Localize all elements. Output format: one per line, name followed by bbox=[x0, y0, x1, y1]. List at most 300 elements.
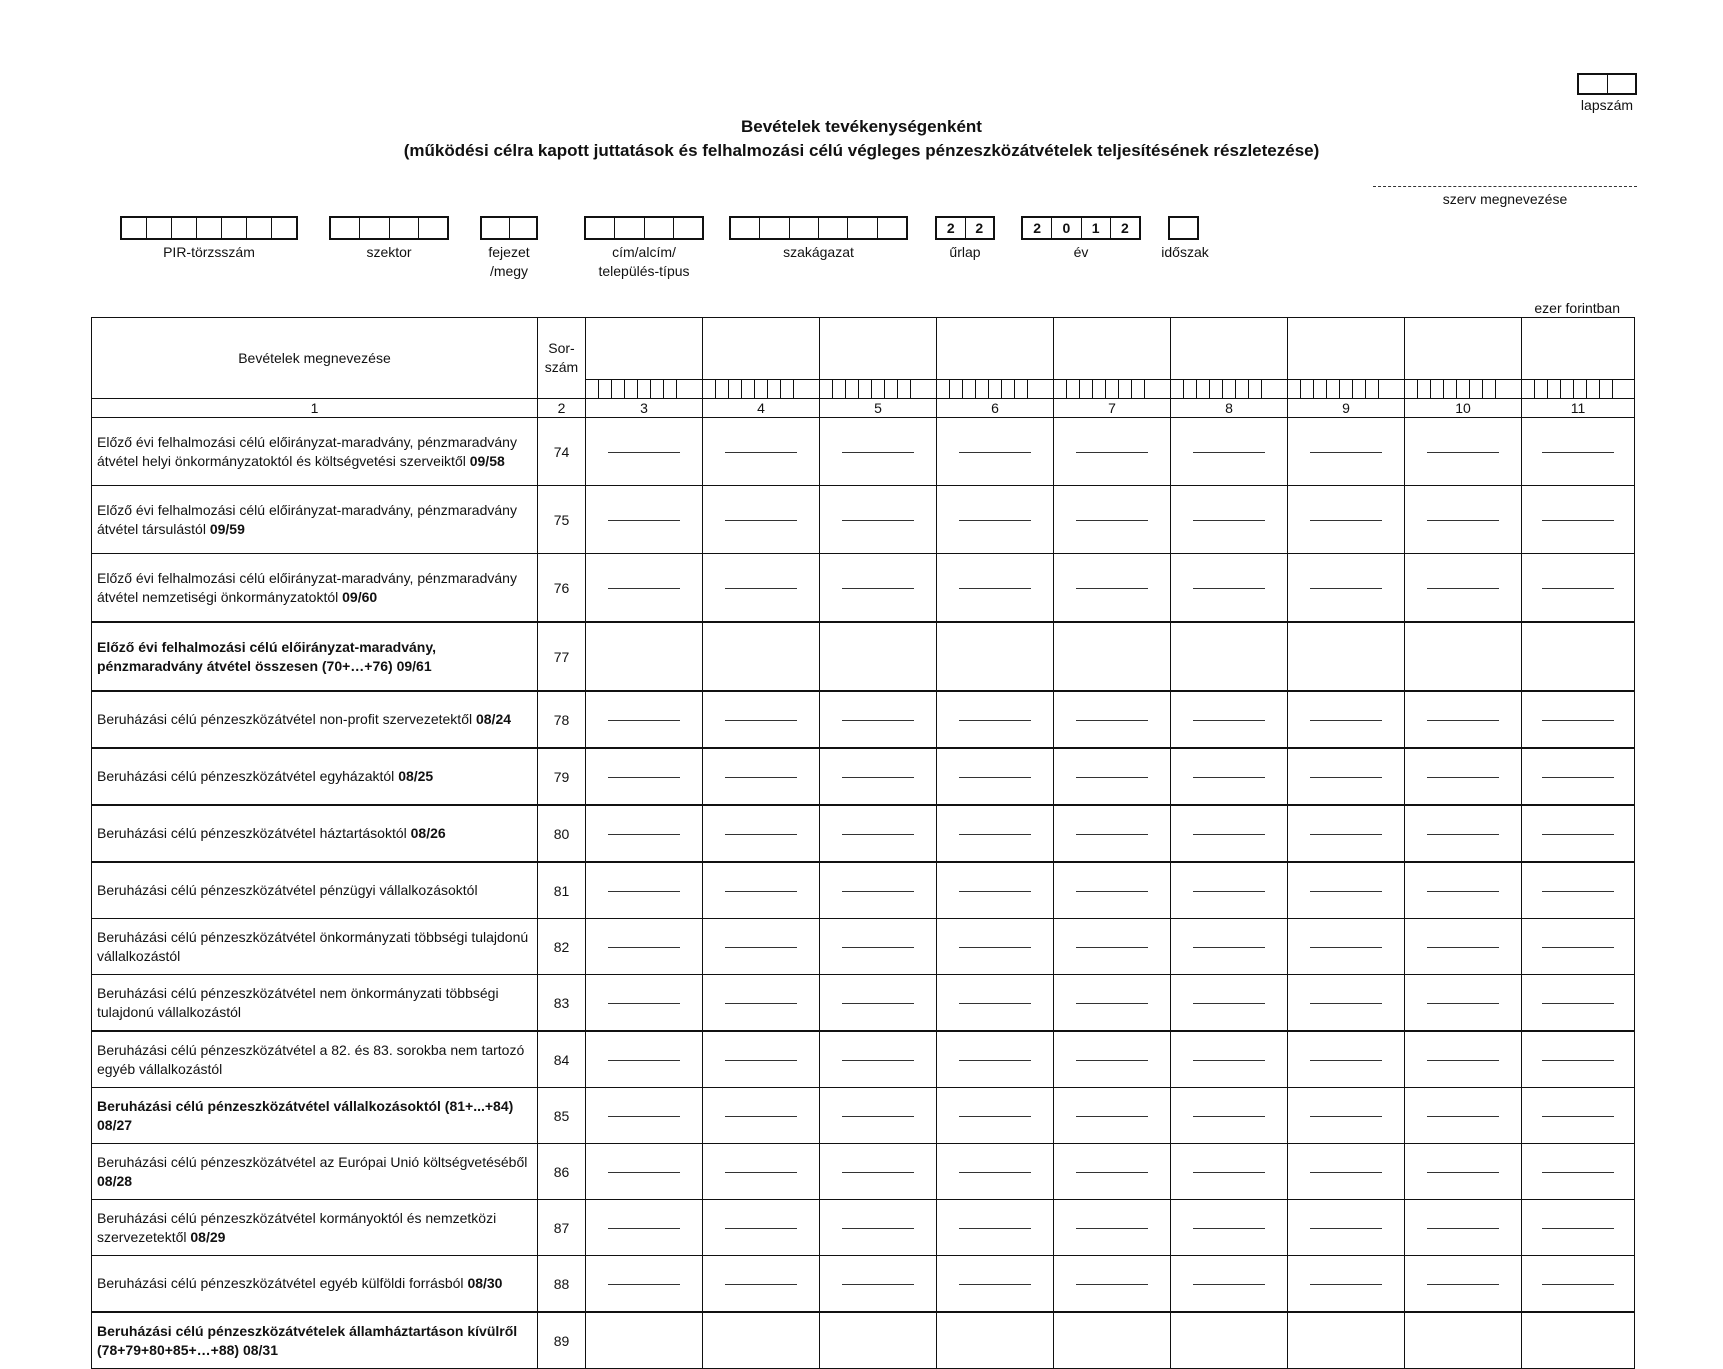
value-cell bbox=[820, 805, 937, 862]
row-name bbox=[92, 805, 538, 862]
value-cell bbox=[1405, 1144, 1522, 1200]
value-cell bbox=[586, 1088, 703, 1144]
fejezet-label: fejezet /megy bbox=[488, 244, 530, 279]
dash-placeholder bbox=[725, 1172, 797, 1173]
lapszam-cell-2[interactable] bbox=[1608, 75, 1636, 93]
dash-placeholder bbox=[1076, 588, 1148, 589]
dash-placeholder bbox=[1076, 1284, 1148, 1285]
value-cell bbox=[1171, 1200, 1288, 1256]
page-subtitle: (működési célra kapott juttatások és felhalmozási célú végleges pénzeszközátvételek teljesítésének részletezése) bbox=[403, 141, 1320, 160]
value-cell[interactable] bbox=[820, 1312, 937, 1369]
value-cell bbox=[703, 919, 820, 975]
dash-placeholder bbox=[1193, 452, 1265, 453]
dash-placeholder bbox=[1310, 1284, 1382, 1285]
value-cell bbox=[1288, 1200, 1405, 1256]
col-code-ticks[interactable] bbox=[820, 380, 937, 399]
table-row bbox=[92, 486, 1635, 554]
dash-placeholder bbox=[1076, 834, 1148, 835]
value-cell bbox=[1405, 486, 1522, 554]
dash-placeholder bbox=[1542, 777, 1614, 778]
value-cell bbox=[1054, 805, 1171, 862]
value-cell bbox=[1288, 748, 1405, 805]
value-cell bbox=[937, 1088, 1054, 1144]
row-sorszam: 77 bbox=[538, 622, 586, 691]
row-text: Beruházási célú pénzeszközátvétel nem önkormányzati többségi tulajdonú vállalkozástól bbox=[97, 984, 499, 1020]
col-head-3[interactable] bbox=[586, 318, 703, 380]
value-cell bbox=[1405, 418, 1522, 486]
table-row bbox=[92, 691, 1635, 748]
value-cell[interactable] bbox=[1288, 1312, 1405, 1369]
value-cell[interactable] bbox=[1171, 622, 1288, 691]
col-number: 4 bbox=[703, 399, 820, 418]
col-head-4[interactable] bbox=[703, 318, 820, 380]
value-cell[interactable] bbox=[1054, 622, 1171, 691]
value-cell[interactable] bbox=[937, 1312, 1054, 1369]
value-cell bbox=[1171, 862, 1288, 919]
value-cell bbox=[586, 805, 703, 862]
table-row bbox=[92, 1088, 1635, 1144]
dash-placeholder bbox=[1427, 834, 1499, 835]
value-cell bbox=[586, 1200, 703, 1256]
value-cell bbox=[1405, 805, 1522, 862]
header-name: Bevételek megnevezése bbox=[92, 318, 538, 399]
dash-placeholder bbox=[608, 834, 680, 835]
dash-placeholder bbox=[1193, 834, 1265, 835]
dash-placeholder bbox=[1427, 720, 1499, 721]
dash-placeholder bbox=[842, 1284, 914, 1285]
value-cell bbox=[820, 862, 937, 919]
dash-placeholder bbox=[725, 1003, 797, 1004]
dash-placeholder bbox=[1193, 588, 1265, 589]
dash-placeholder bbox=[1310, 1060, 1382, 1061]
value-cell[interactable] bbox=[1522, 1312, 1635, 1369]
value-cell bbox=[1405, 919, 1522, 975]
dash-placeholder bbox=[842, 1172, 914, 1173]
value-cell[interactable] bbox=[703, 1312, 820, 1369]
value-cell[interactable] bbox=[1405, 622, 1522, 691]
col-code-ticks[interactable] bbox=[937, 380, 1054, 399]
revenue-table bbox=[91, 317, 1635, 1369]
col-number: 2 bbox=[538, 399, 586, 418]
row-text: Beruházási célú pénzeszközátvétel a 82. és 83. sorokba nem tartozó egyéb vállalkozástól bbox=[97, 1041, 525, 1077]
row-sorszam: 82 bbox=[538, 919, 586, 975]
value-cell bbox=[703, 1031, 820, 1088]
dash-placeholder bbox=[959, 1060, 1031, 1061]
value-cell bbox=[1405, 1200, 1522, 1256]
value-cell bbox=[1405, 975, 1522, 1032]
dash-placeholder bbox=[1193, 947, 1265, 948]
dash-placeholder bbox=[1310, 452, 1382, 453]
row-text: Beruházási célú pénzeszközátvétel egyéb külföldi forrásból bbox=[97, 1275, 468, 1291]
value-cell bbox=[1054, 748, 1171, 805]
unit-label: ezer forintban bbox=[1534, 300, 1620, 316]
urlap-digit-1: 2 bbox=[937, 218, 966, 238]
dash-placeholder bbox=[842, 777, 914, 778]
value-cell bbox=[1288, 1088, 1405, 1144]
value-cell bbox=[820, 1031, 937, 1088]
value-cell[interactable] bbox=[1171, 1312, 1288, 1369]
ev-digit-2: 0 bbox=[1052, 218, 1081, 238]
value-cell bbox=[703, 975, 820, 1032]
row-name bbox=[92, 622, 538, 691]
value-cell[interactable] bbox=[703, 622, 820, 691]
value-cell bbox=[1171, 1256, 1288, 1313]
value-cell bbox=[1054, 554, 1171, 623]
value-cell bbox=[937, 418, 1054, 486]
value-cell bbox=[1288, 1031, 1405, 1088]
dash-placeholder bbox=[725, 588, 797, 589]
row-sorszam: 81 bbox=[538, 862, 586, 919]
value-cell bbox=[1171, 748, 1288, 805]
dash-placeholder bbox=[959, 1284, 1031, 1285]
row-sorszam: 79 bbox=[538, 748, 586, 805]
dash-placeholder bbox=[1542, 947, 1614, 948]
szakagazat-box[interactable] bbox=[729, 216, 908, 240]
value-cell bbox=[1288, 1144, 1405, 1200]
col-number: 7 bbox=[1054, 399, 1171, 418]
value-cell bbox=[1054, 1144, 1171, 1200]
value-cell bbox=[1288, 418, 1405, 486]
dash-placeholder bbox=[1076, 891, 1148, 892]
value-cell bbox=[1522, 418, 1635, 486]
value-cell bbox=[1171, 1144, 1288, 1200]
dash-placeholder bbox=[725, 720, 797, 721]
value-cell bbox=[937, 805, 1054, 862]
col-code-ticks[interactable] bbox=[1054, 380, 1171, 399]
row-name bbox=[92, 1312, 538, 1369]
col-code-ticks[interactable] bbox=[1171, 380, 1288, 399]
value-cell bbox=[1054, 919, 1171, 975]
value-cell bbox=[1288, 805, 1405, 862]
value-cell bbox=[703, 1256, 820, 1313]
table-row bbox=[92, 919, 1635, 975]
value-cell bbox=[1054, 1256, 1171, 1313]
dash-placeholder bbox=[1542, 720, 1614, 721]
dash-placeholder bbox=[608, 720, 680, 721]
value-cell bbox=[1522, 486, 1635, 554]
col-head-10[interactable] bbox=[1405, 318, 1522, 380]
dash-placeholder bbox=[1542, 1003, 1614, 1004]
dash-placeholder bbox=[608, 1284, 680, 1285]
dash-placeholder bbox=[842, 588, 914, 589]
value-cell bbox=[1522, 1144, 1635, 1200]
dash-placeholder bbox=[1076, 720, 1148, 721]
dash-placeholder bbox=[1193, 891, 1265, 892]
value-cell bbox=[1054, 975, 1171, 1032]
dash-placeholder bbox=[1193, 1116, 1265, 1117]
col-head-11[interactable] bbox=[1522, 318, 1635, 380]
value-cell bbox=[1288, 691, 1405, 748]
col-number: 10 bbox=[1405, 399, 1522, 418]
dash-placeholder bbox=[1310, 720, 1382, 721]
value-cell bbox=[1522, 919, 1635, 975]
dash-placeholder bbox=[1310, 1228, 1382, 1229]
row-code: 08/24 bbox=[475, 711, 512, 727]
value-cell bbox=[1522, 975, 1635, 1032]
dash-placeholder bbox=[959, 834, 1031, 835]
row-name bbox=[92, 418, 538, 486]
row-name bbox=[92, 748, 538, 805]
value-cell bbox=[1405, 691, 1522, 748]
table-row bbox=[92, 975, 1635, 1032]
dash-placeholder bbox=[842, 452, 914, 453]
dash-placeholder bbox=[842, 891, 914, 892]
header-sorszam: Sor- szám bbox=[538, 318, 586, 399]
dash-placeholder bbox=[1076, 1228, 1148, 1229]
row-name bbox=[92, 554, 538, 623]
page-title: Bevételek tevékenységenként bbox=[741, 117, 982, 136]
value-cell bbox=[820, 691, 937, 748]
dash-placeholder bbox=[608, 891, 680, 892]
row-code: 08/29 bbox=[190, 1228, 226, 1245]
value-cell bbox=[703, 1200, 820, 1256]
dash-placeholder bbox=[1193, 1172, 1265, 1173]
dash-placeholder bbox=[1193, 777, 1265, 778]
dash-placeholder bbox=[842, 720, 914, 721]
dash-placeholder bbox=[1427, 1003, 1499, 1004]
value-cell bbox=[820, 1256, 937, 1313]
col-head-9[interactable] bbox=[1288, 318, 1405, 380]
lapszam-label: lapszám bbox=[1580, 97, 1634, 113]
value-cell bbox=[1288, 554, 1405, 623]
value-cell bbox=[937, 554, 1054, 623]
dash-placeholder bbox=[1193, 1228, 1265, 1229]
dash-placeholder bbox=[725, 891, 797, 892]
table-row bbox=[92, 1031, 1635, 1088]
value-cell bbox=[1288, 975, 1405, 1032]
col-number: 6 bbox=[937, 399, 1054, 418]
value-cell[interactable] bbox=[1405, 1312, 1522, 1369]
value-cell bbox=[586, 1256, 703, 1313]
dash-placeholder bbox=[1310, 891, 1382, 892]
value-cell bbox=[1054, 1031, 1171, 1088]
dash-placeholder bbox=[1427, 1060, 1499, 1061]
value-cell bbox=[703, 862, 820, 919]
dash-placeholder bbox=[725, 1060, 797, 1061]
value-cell bbox=[1171, 805, 1288, 862]
value-cell bbox=[1171, 486, 1288, 554]
value-cell bbox=[1522, 862, 1635, 919]
value-cell bbox=[703, 748, 820, 805]
row-sorszam: 74 bbox=[538, 418, 586, 486]
row-sorszam: 80 bbox=[538, 805, 586, 862]
row-text: Beruházási célú pénzeszközátvétel non-profit szervezetektől bbox=[97, 711, 476, 727]
col-number: 3 bbox=[586, 399, 703, 418]
value-cell bbox=[1288, 919, 1405, 975]
row-text: Beruházási célú pénzeszközátvétel pénzügyi vállalkozásoktól bbox=[97, 882, 478, 898]
dash-placeholder bbox=[1076, 777, 1148, 778]
dash-placeholder bbox=[1310, 777, 1382, 778]
row-sorszam: 76 bbox=[538, 554, 586, 623]
dash-placeholder bbox=[842, 1228, 914, 1229]
dash-placeholder bbox=[725, 1116, 797, 1117]
lapszam-box[interactable] bbox=[1577, 73, 1637, 95]
value-cell[interactable] bbox=[820, 622, 937, 691]
row-code: 08/27 bbox=[97, 1116, 133, 1133]
value-cell bbox=[1054, 862, 1171, 919]
dash-placeholder bbox=[1427, 1172, 1499, 1173]
dash-placeholder bbox=[959, 891, 1031, 892]
value-cell bbox=[586, 1144, 703, 1200]
dash-placeholder bbox=[608, 1003, 680, 1004]
cim-box[interactable] bbox=[584, 216, 704, 240]
value-cell bbox=[1171, 554, 1288, 623]
value-cell bbox=[937, 1200, 1054, 1256]
row-name bbox=[92, 1200, 538, 1256]
col-head-6[interactable] bbox=[937, 318, 1054, 380]
dash-placeholder bbox=[725, 452, 797, 453]
dash-placeholder bbox=[1310, 588, 1382, 589]
dash-placeholder bbox=[1076, 947, 1148, 948]
value-cell bbox=[1405, 1031, 1522, 1088]
value-cell bbox=[703, 1144, 820, 1200]
value-cell[interactable] bbox=[1288, 622, 1405, 691]
table-row bbox=[92, 1312, 1635, 1369]
pir-box[interactable] bbox=[120, 216, 298, 240]
dash-placeholder bbox=[959, 1228, 1031, 1229]
szerv-label: szerv megnevezése bbox=[1442, 191, 1568, 207]
szakagazat-label: szakágazat bbox=[783, 244, 854, 260]
value-cell[interactable] bbox=[586, 1312, 703, 1369]
col-code-ticks[interactable] bbox=[1405, 380, 1522, 399]
dash-placeholder bbox=[1542, 891, 1614, 892]
value-cell bbox=[1054, 1088, 1171, 1144]
value-cell bbox=[937, 919, 1054, 975]
value-cell bbox=[820, 486, 937, 554]
value-cell bbox=[586, 975, 703, 1032]
col-code-ticks[interactable] bbox=[1522, 380, 1635, 399]
row-sorszam: 75 bbox=[538, 486, 586, 554]
row-text: Beruházási célú pénzeszközátvételek államháztartáson kívülről (78+79+80+85+…+88) bbox=[97, 1322, 518, 1358]
dash-placeholder bbox=[1542, 588, 1614, 589]
col-code-ticks[interactable] bbox=[703, 380, 820, 399]
value-cell bbox=[937, 691, 1054, 748]
value-cell bbox=[937, 1144, 1054, 1200]
row-sorszam: 86 bbox=[538, 1144, 586, 1200]
dash-placeholder bbox=[1193, 720, 1265, 721]
fejezet-box[interactable] bbox=[480, 216, 538, 240]
dash-placeholder bbox=[842, 1060, 914, 1061]
value-cell[interactable] bbox=[937, 622, 1054, 691]
value-cell bbox=[586, 418, 703, 486]
dash-placeholder bbox=[1427, 588, 1499, 589]
value-cell[interactable] bbox=[1054, 1312, 1171, 1369]
value-cell bbox=[820, 554, 937, 623]
idoszak-box[interactable] bbox=[1168, 216, 1199, 240]
row-sorszam: 85 bbox=[538, 1088, 586, 1144]
row-text: Beruházási célú pénzeszközátvétel az Európai Unió költségvetéséből bbox=[97, 1153, 528, 1170]
dash-placeholder bbox=[1310, 1003, 1382, 1004]
dash-placeholder bbox=[725, 834, 797, 835]
dash-placeholder bbox=[1542, 1116, 1614, 1117]
value-cell bbox=[586, 748, 703, 805]
pir-label: PIR-törzsszám bbox=[163, 244, 255, 260]
dash-placeholder bbox=[725, 1284, 797, 1285]
dash-placeholder bbox=[1542, 520, 1614, 521]
row-code: 08/30 bbox=[467, 1275, 503, 1291]
dash-placeholder bbox=[1076, 520, 1148, 521]
value-cell bbox=[1171, 1088, 1288, 1144]
dash-placeholder bbox=[1193, 1284, 1265, 1285]
dash-placeholder bbox=[1310, 834, 1382, 835]
dash-placeholder bbox=[608, 947, 680, 948]
table-row bbox=[92, 748, 1635, 805]
row-sorszam: 89 bbox=[538, 1312, 586, 1369]
szektor-box[interactable] bbox=[329, 216, 449, 240]
value-cell bbox=[1054, 1200, 1171, 1256]
value-cell bbox=[586, 862, 703, 919]
lapszam-cell-1[interactable] bbox=[1579, 75, 1608, 93]
row-name bbox=[92, 975, 538, 1032]
col-code-ticks[interactable] bbox=[1288, 380, 1405, 399]
table-row bbox=[92, 1144, 1635, 1200]
szerv-line[interactable] bbox=[1373, 186, 1637, 187]
row-code: 09/59 bbox=[209, 520, 245, 537]
col-head-5[interactable] bbox=[820, 318, 937, 380]
value-cell bbox=[1522, 805, 1635, 862]
value-cell bbox=[1522, 1200, 1635, 1256]
urlap-box bbox=[935, 216, 995, 240]
dash-placeholder bbox=[1542, 834, 1614, 835]
dash-placeholder bbox=[1310, 1116, 1382, 1117]
value-cell[interactable] bbox=[1522, 622, 1635, 691]
value-cell bbox=[937, 748, 1054, 805]
value-cell bbox=[1405, 862, 1522, 919]
value-cell bbox=[1522, 1088, 1635, 1144]
row-code: 08/28 bbox=[97, 1172, 133, 1189]
ev-box bbox=[1021, 216, 1141, 240]
urlap-label: űrlap bbox=[949, 244, 981, 260]
table-row bbox=[92, 805, 1635, 862]
dash-placeholder bbox=[1427, 520, 1499, 521]
value-cell bbox=[1054, 418, 1171, 486]
value-cell bbox=[1054, 691, 1171, 748]
dash-placeholder bbox=[725, 947, 797, 948]
dash-placeholder bbox=[959, 520, 1031, 521]
ev-digit-4: 2 bbox=[1120, 220, 1129, 236]
dash-placeholder bbox=[608, 1228, 680, 1229]
dash-placeholder bbox=[842, 520, 914, 521]
row-text: Előző évi felhalmozási célú előirányzat-maradvány, pénzmaradvány átvétel társulástól bbox=[97, 501, 517, 537]
value-cell[interactable] bbox=[586, 622, 703, 691]
dash-placeholder bbox=[959, 1003, 1031, 1004]
row-text: Előző évi felhalmozási célú előirányzat-maradvány, pénzmaradvány átvétel nemzetiségi önkormányzatoktól bbox=[97, 569, 517, 605]
col-head-7[interactable] bbox=[1054, 318, 1171, 380]
dash-placeholder bbox=[842, 1116, 914, 1117]
row-sorszam: 78 bbox=[538, 691, 586, 748]
dash-placeholder bbox=[959, 452, 1031, 453]
col-code-ticks[interactable] bbox=[586, 380, 703, 399]
row-name bbox=[92, 1256, 538, 1313]
ev-label: év bbox=[1073, 244, 1089, 260]
value-cell bbox=[937, 1256, 1054, 1313]
urlap-digit-2: 2 bbox=[975, 220, 984, 236]
col-head-8[interactable] bbox=[1171, 318, 1288, 380]
dash-placeholder bbox=[608, 1060, 680, 1061]
table-row bbox=[92, 1200, 1635, 1256]
value-cell bbox=[820, 1088, 937, 1144]
value-cell bbox=[586, 919, 703, 975]
value-cell bbox=[1522, 1256, 1635, 1313]
value-cell bbox=[703, 691, 820, 748]
dash-placeholder bbox=[1076, 1060, 1148, 1061]
dash-placeholder bbox=[608, 777, 680, 778]
dash-placeholder bbox=[1427, 891, 1499, 892]
row-text: Beruházási célú pénzeszközátvétel egyházaktól bbox=[97, 768, 399, 784]
value-cell bbox=[937, 975, 1054, 1032]
row-code: 09/60 bbox=[342, 588, 378, 605]
value-cell bbox=[703, 486, 820, 554]
